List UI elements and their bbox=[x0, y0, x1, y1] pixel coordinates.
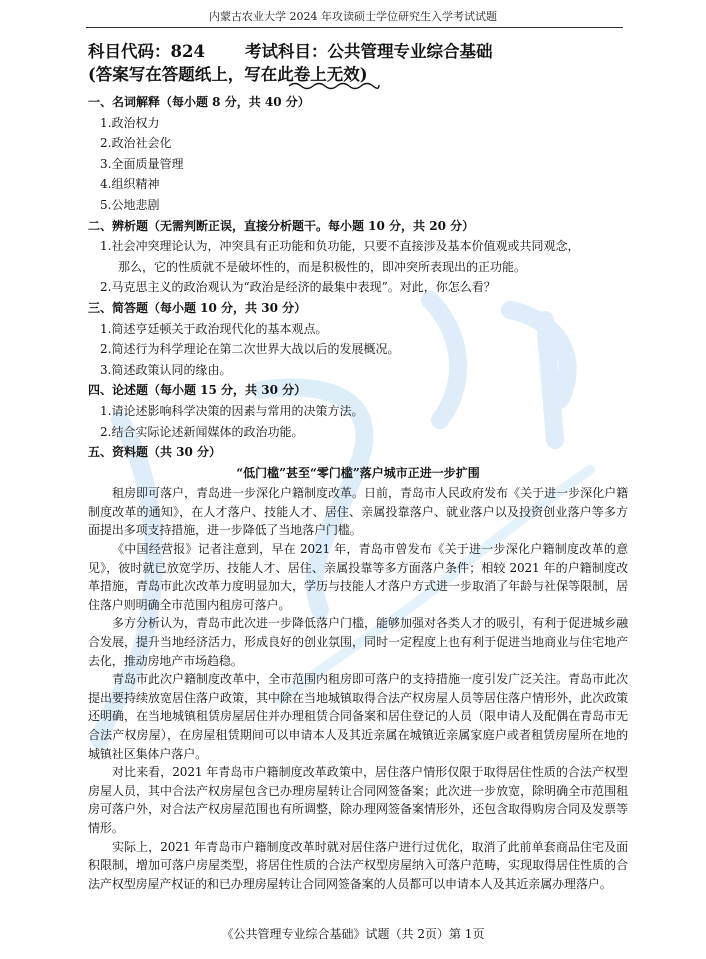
section-3-title: 三、简答题（每小题 10 分，共 30 分） bbox=[88, 300, 307, 315]
question-item: 2.结合实际论述新闻媒体的政治功能。 bbox=[100, 424, 304, 439]
section-2-title: 二、辨析题（无需判断正误，直接分析题干。每小题 10 分，共 20 分） bbox=[88, 218, 475, 233]
wavy-underline bbox=[287, 80, 381, 90]
question-item: 4.组织精神 bbox=[100, 177, 160, 192]
question-item-continuation: 那么，它的性质就不是破坏性的，而是积极性的，即冲突所表现出的正功能。 bbox=[118, 259, 527, 274]
question-item: 1.请论述影响科学决策的因素与常用的决策方法。 bbox=[100, 403, 364, 418]
subject-code: 科目代码：824 bbox=[88, 42, 205, 61]
question-item: 1.社会冲突理论认为，冲突具有正功能和负功能，只要不直接涉及基本价值观或共同观念， bbox=[100, 239, 580, 254]
question-item: 5.公地悲剧 bbox=[100, 197, 160, 212]
article-paragraph: 多方分析认为，青岛市此次进一步降低落户门槛，能够加强对各类人才的吸引，有利于促进城乡融合发展，提升当地经济活力，形成良好的创业氛围，同时一定程度上也有利于促进当地商业与住宅地产去化，推动房地产市场趋稳。 bbox=[88, 616, 628, 668]
question-item: 2.马克思主义的政治观认为“政治是经济的最集中表现”。对此，你怎么看？ bbox=[100, 280, 496, 295]
question-item: 1.政治权力 bbox=[100, 115, 160, 130]
question-item: 3.全面质量管理 bbox=[100, 156, 184, 171]
subject-name: 考试科目：公共管理专业综合基础 bbox=[244, 42, 493, 61]
question-item: 3.简述政策认同的缘由。 bbox=[100, 362, 232, 377]
article-paragraph: 青岛市此次户籍制度改革中，全市范围内租房即可落户的支持措施一度引发广泛关注。青岛市此次提出要持续放宽居住落户政策，其中除在当地城镇取得合法产权房屋人员等居住落户情形外，此次政策还明确，在当地城镇租赁房屋居住并办理租赁合同备案和居住登记的人员（限申请人及配偶在青岛市无合法产权房屋），在房屋租赁期间可以申请本人及其近亲属在城镇近亲属家庭户或者租赁房屋所在地的城镇社区集体户落户。 bbox=[88, 672, 628, 761]
page-footer: 《公共管理专业综合基础》试题（共 2页）第 1页 bbox=[221, 927, 485, 941]
exam-body bbox=[88, 93, 628, 893]
section-5-title: 五、资料题（共 30 分） bbox=[88, 445, 222, 460]
question-item: 2.简述行为科学理论在第二次世界大战以后的发展概况。 bbox=[100, 342, 400, 357]
article-title: “低门槛”甚至“零门槛”落户城市正进一步扩围 bbox=[236, 465, 480, 480]
subject-line bbox=[88, 38, 492, 62]
article-paragraph: 对比来看，2021 年青岛市户籍制度改革政策中，居住落户情形仅限于取得居住性质的合法产权型房屋人员，其中合法产权房屋包含已办理房屋转让合同网签备案；此次进一步放宽，除明确全市范围租房可落户外，对合法产权房屋范围也有所调整，除办理网签备案情形外，还包含取得购房合同及发票等情形。 bbox=[88, 765, 628, 835]
running-header: 内蒙古农业大学 2024 年攻读硕士学位研究生入学考试试题 bbox=[209, 10, 497, 23]
section-1-title: 一、名词解释（每小题 8 分，共 40 分） bbox=[88, 95, 310, 109]
question-item: 2.政治社会化 bbox=[100, 136, 172, 151]
answer-instruction: (答案写在答题纸上，写在此卷上无效) bbox=[88, 65, 368, 84]
article-paragraph: 《中国经营报》记者注意到，早在 2021 年，青岛市曾发布《关于进一步深化户籍制度改革的意见》，彼时就已放宽学历、技能人才、居住、亲属投靠等多方面落户条件；相较 2021 年的户籍制度改革措施，青岛市此次改革力度明显加大，学历与技能人才落户方式进一步取消了年龄与社保等限制，居住落户则明确全市范围内租房可落户。 bbox=[88, 542, 628, 612]
article-paragraph: 实际上，2021 年青岛市户籍制度改革时就对居住落户进行过优化，取消了此前单套商品住宅及面积限制，增加可落户房屋类型，将居住性质的合法产权型房屋纳入可落户范畴，实现取得居住性质的合法产权型房屋产权证的和已办理房屋转让合同网签备案的人员都可以申请本人及其近亲属办理落户。 bbox=[88, 839, 628, 891]
question-item: 1.简述亨廷顿关于政治现代化的基本观点。 bbox=[100, 321, 328, 336]
header-divider bbox=[86, 27, 623, 28]
article-paragraph: 租房即可落户，青岛进一步深化户籍制度改革。日前，青岛市人民政府发布《关于进一步深化户籍制度改革的通知》，在人才落户、技能人才、居住、亲属投靠落户、就业落户以及投资创业落户等多方面提出多项支持措施，进一步降低了当地落户门槛。 bbox=[88, 486, 628, 538]
section-4-title: 四、论述题（每小题 15 分，共 30 分） bbox=[88, 383, 307, 398]
